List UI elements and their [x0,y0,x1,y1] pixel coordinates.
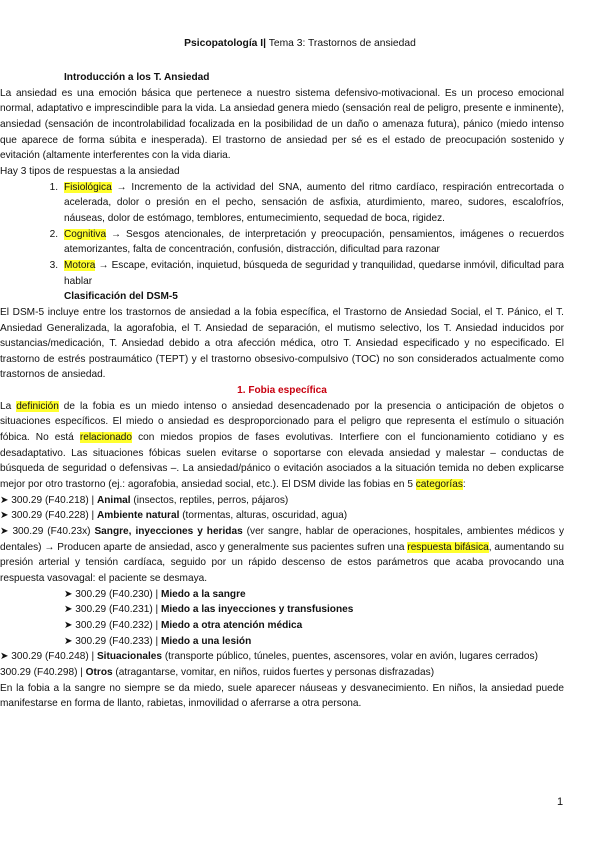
category-desc: (transporte público, túneles, puentes, ascensores, volar en avión, lugares cerrados) [162,651,538,663]
category-code: 300.29 (F40.298) | [0,666,86,678]
highlight-label: Cognitiva [64,228,107,240]
subcategory-code: 300.29 (F40.231) | [75,604,161,616]
category-code: 300.29 (F40.218) | [11,494,97,506]
category-sangre [0,524,564,587]
intro-heading: Introducción a los T. Ansiedad [64,72,210,83]
category-name: Ambiente natural [96,510,180,522]
text-run: La [0,400,17,412]
list-item [0,180,564,227]
list-item [0,227,564,258]
category-name: Sangre, inyecciones y heridas [94,526,243,538]
course-title: Psicopatología I [184,38,264,49]
category-desc: , aumentando su presión arterial y tensión cardíaca, seguido por un rápido descenso de estos parámetros que acaba provocando una respuesta vasovagal: el paciente se desmaya. [0,541,565,584]
header-separator: | [263,38,267,49]
highlight-relacionado: relacionado [79,432,133,444]
types-intro: Hay 3 tipos de respuestas a la ansiedad [0,165,180,177]
closing-paragraph: En la fobia a la sangre no siempre se da miedo, suele aparecer náuseas y desvanecimiento. En niños, la ansiedad puede manifestarse en forma de llanto, rabietas, inmovilidad o aferrarse a otra persona. [0,682,564,710]
list-text: Sesgos atencionales, de interpretación y preocupación, pensamientos, imágenes o recuerdos atemorizantes, falta de concentración, confusión, distracción, dificultad para razonar [64,228,565,256]
category-situacionales [0,649,564,665]
arrow: → [106,228,126,240]
highlight-bifasica: respuesta bifásica [407,541,489,553]
category-desc: (atragantarse, vomitar, en niños, ruidos fuertes y personas disfrazadas) [112,666,435,678]
subcategory-item [0,602,564,618]
text-run: de la fobia es un miedo intenso o ansiedad desencadenado por la presencia o anticipación de objetos o situaciones específicos. El miedo o ansiedad es desproporcionado para el peligro que representa el estímulo o situación fóbica. No está [0,400,564,444]
list-number: 3. [49,259,58,271]
category-animal [0,493,564,509]
subcategory-code: 300.29 (F40.230) | [75,588,161,600]
highlight-label: Motora [64,259,96,271]
category-name: Animal [96,494,131,506]
arrow-bullet-icon: ➤ [64,635,76,647]
subcategory-name: Miedo a las inyecciones y transfusiones [160,604,354,616]
arrow-bullet-icon: ➤ [64,604,76,616]
subcategory-item [0,634,564,650]
arrow-bullet-icon: ➤ [0,510,12,522]
category-desc: (tormentas, alturas, oscuridad, agua) [179,510,348,522]
highlight-definicion: definición [16,400,59,412]
category-desc: (insectos, reptiles, perros, pájaros) [130,494,289,506]
dsm-paragraph: El DSM-5 incluye entre los trastornos de ansiedad a la fobia específica, el Trastorno de Ansiedad Social, el T. Pánico, el T. Ansiedad Generalizada, la agorafobia, el T. Ansiedad de separación, el mutismo selectivo, los T. Ansiedad inducidos por sustancias/medicación, T. Ansiedad debido a otra afección médica, otro T. Ansiedad especificado y no especificado. El trastorno de estrés postraumático (TEPT) y el trastorno obsesivo-compulsivo (TOC) no son considerados actualmente como trastornos de ansiedad. [0,306,564,381]
category-name: Situacionales [96,651,163,663]
subcategory-code: 300.29 (F40.232) | [75,619,161,631]
fobia-paragraph [0,399,564,493]
subcategory-code: 300.29 (F40.233) | [75,635,161,647]
arrow-bullet-icon: ➤ [64,619,76,631]
category-code: 300.29 (F40.23x) [12,526,95,538]
subcategory-name: Miedo a una lesión [160,635,252,647]
text-run: : [462,479,466,491]
page-header [0,38,600,49]
dsm-heading: Clasificación del DSM-5 [64,291,178,303]
list-number: 2. [49,228,58,240]
arrow-bullet-icon: ➤ [0,526,13,538]
list-number: 1. [49,181,58,193]
arrow-bullet-icon: ➤ [0,494,12,506]
arrow-bullet-icon: ➤ [64,588,76,600]
subcategory-name: Miedo a la sangre [160,588,246,600]
topic-title: Tema 3: Trastornos de ansiedad [268,38,416,49]
arrow: → [95,259,112,271]
category-code: 300.29 (F40.248) | [11,651,97,663]
list-item [0,258,564,289]
category-ambiente [0,508,564,524]
list-text: Incremento de la actividad del SNA, aumento del ritmo cardíaco, respiración entrecortada o acelerada, dolor o presión en el pecho, sensación de asfixia, aturdimiento, mareo, sudores, escalofríos, náuseas, dolor de estómago, temblores, entumecimiento, sequedad de boca, rigidez. [64,181,565,224]
highlight-label: Fisiológica [64,181,112,193]
subcategory-name: Miedo a otra atención médica [160,619,303,631]
category-otros [0,665,564,681]
arrow: → [111,181,132,193]
text-run: con miedos propios de fases evolutivas. Interfiere con el funcionamiento cotidiano y es desadaptativo. Las situaciones fóbicas suelen evitarse o soportarse con elevada ansiedad y malestar – conductas de búsqueda de seguridad o defensivas –. La ansiedad/pánico o evitación asociados a la situación temida no deben explicarse mejor por otro trastorno (ej.: agorafobia, ansiedad social, etc.). El DSM divide las fobias en 5 [0,432,565,491]
document-body [0,70,564,712]
category-desc: (ver sangre, hablar de operaciones, hospitales, ambientes médicos y dentales) → Producen aparte de ansiedad, asco y generalmente sus pacientes sufren una [0,526,564,553]
page-number: 1 [557,796,564,808]
highlight-categorias: categorías [415,479,463,491]
section-heading: 1. Fobia específica [237,385,327,397]
list-text: Escape, evitación, inquietud, búsqueda de seguridad y tranquilidad, quedarse inmóvil, dificultad para hablar [64,259,564,287]
intro-paragraph: La ansiedad es una emoción básica que pertenece a nuestro sistema defensivo-motivacional. Es un proceso emocional normal, adaptativo e imprescindible para la vida. La ansiedad genera miedo (sensación real de peligro, presente e inminente), ansiedad (sensación de incontrolabilidad focalizada en la posibilidad de un daño o amenaza futura), pánico (miedo intenso que aparece de forma súbita e inesperada). El trastorno de ansiedad per sé es el estado de preocupación sostenido y evitación (altamente interferentes con la vida diaria. [0,87,564,162]
subcategory-item [0,587,564,603]
category-name: Otros [85,666,113,678]
arrow-bullet-icon: ➤ [0,651,12,663]
subcategory-item [0,618,564,634]
category-code: 300.29 (F40.228) | [11,510,97,522]
